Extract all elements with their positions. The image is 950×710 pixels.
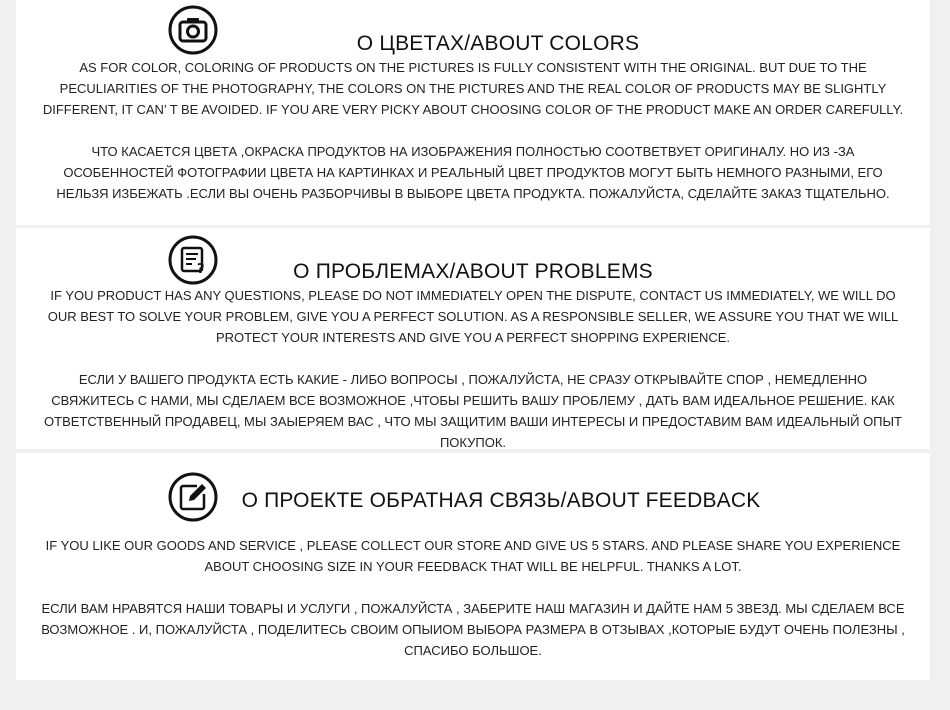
about-colors-section	[16, 0, 930, 225]
about-feedback-section	[16, 453, 930, 680]
about-problems-section	[16, 228, 930, 449]
section-text-ru: ЕСЛИ У ВАШЕГО ПРОДУКТА ЕСТЬ КАКИЕ - ЛИБО ВОПРОСЫ , ПОЖАЛУЙСТА, НЕ СРАЗУ ОТКРЫВАЙТЕ СПОР , НЕМЕДЛЕННО СВЯЖИТЕСЬ С НАМИ, МЫ СДЕЛАЕМ ВСЕ ВОЗМОЖНОЕ ,ЧТОБЫ РЕШИТЬ ВАШУ ПРОБЛЕМУ , ДАТЬ ВАМ ИДЕАЛЬНОЕ РЕШЕНИЕ. КАК ОТВЕТСТВЕННЫЙ ПРОДАВЕЦ, МЫ ЗАЫЕРЯЕМ ВАС , ЧТО МЫ ЗАЩИТИМ ВАШИ ИНТЕРЕСЫ И ПРЕДОСТАВИМ ВАМ ИДЕАЛЬНЫЙ ОПЫТ ПОКУПОК.	[44, 372, 902, 450]
section-text-ru: ЕСЛИ ВАМ НРАВЯТСЯ НАШИ ТОВАРЫ И УСЛУГИ , ПОЖАЛУЙСТА , ЗАБЕРИТЕ НАШ МАГАЗИН И ДАЙТЕ НАМ 5 ЗВЕЗД. МЫ СДЕЛАЕМ ВСЕ ВОЗМОЖНОЕ . И, ПОЖАЛУЙСТА , ПОДЕЛИТЕСЬ СВОИМ ОПЫИОМ ВЫБОРА РАЗМЕРА В ОТЗЫВАХ ,КОТОРЫЕ БУДУТ ОЧЕНЬ ПОЛЕЗНЫ , СПАСИБО БОЛЬШОЕ.	[41, 601, 905, 658]
section-title: О ЦВЕТАХ/ABOUT COLORS	[356, 32, 640, 55]
section-text-en: IF YOU LIKE OUR GOODS AND SERVICE , PLEASE COLLECT OUR STORE AND GIVE US 5 STARS. AND PLEASE SHARE YOU EXPERIENCE ABOUT CHOOSING SIZE IN YOUR FEEDBACK THAT WILL BE HELPFUL. THANKS A LOT.	[45, 538, 901, 574]
section-text-en: AS FOR COLOR, COLORING OF PRODUCTS ON THE PICTURES IS FULLY CONSISTENT WITH THE ORIGINAL. BUT DUE TO THE PECULIARITIES OF THE PHOTOGRAPHY, THE COLORS ON THE PICTURES AND THE REAL COLOR OF PRODUCTS MAY BE SLIGHTLY DIFFERENT, IT CAN’ T BE AVOIDED. IF YOU ARE VERY PICKY ABOUT CHOOSING COLOR OF THE PRODUCT MAKE AN ORDER CAREFULLY.	[42, 60, 904, 117]
section-title: О ПРОБЛЕМАХ/ABOUT PROBLEMS	[293, 260, 653, 283]
section-text-en: IF YOU PRODUCT HAS ANY QUESTIONS, PLEASE DO NOT IMMEDIATELY OPEN THE DISPUTE, CONTACT US IMMEDIATELY, WE WILL DO OUR BEST TO SOLVE YOUR PROBLEM, GIVE YOU A PERFECT SOLUTION. AS A RESPONSIBLE SELLER, WE ASSURE YOU THAT WE WILL PROTECT YOUR INTERESTS AND GIVE YOU A PERFECT SHOPPING EXPERIENCE.	[47, 288, 899, 345]
section-title: О ПРОЕКТЕ ОБРАТНАЯ СВЯЗЬ/ABOUT FEEDBACK	[241, 489, 761, 512]
svg-text:?: ?	[197, 262, 205, 277]
section-text-ru: ЧТО КАСАЕТСЯ ЦВЕТА ,ОКРАСКА ПРОДУКТОВ НА ИЗОБРАЖЕНИЯ ПОЛНОСТЬЮ СООТВЕТВУЕТ ОРИГИНАЛУ. НО ИЗ -ЗА ОСОБЕННОСТЕЙ ФОТОГРАФИИ ЦВЕТА НА КАРТИНКАХ И РЕАЛЬНЫЙ ЦВЕТ ПРОДУКТОВ МОГУТ БЫТЬ НЕМНОГО РАЗНЫМИ, ЕГО НЕЛЬЗЯ ИЗБЕЖАТЬ .ЕСЛИ ВЫ ОЧЕНЬ РАЗБОРЧИВЫ В ВЫБОРЕ ЦВЕТА ПРОДУКТА. ПОЖАЛУЙСТА, СДЕЛАЙТЕ ЗАКАЗ ТЩАТЕЛЬНО.	[56, 144, 890, 201]
